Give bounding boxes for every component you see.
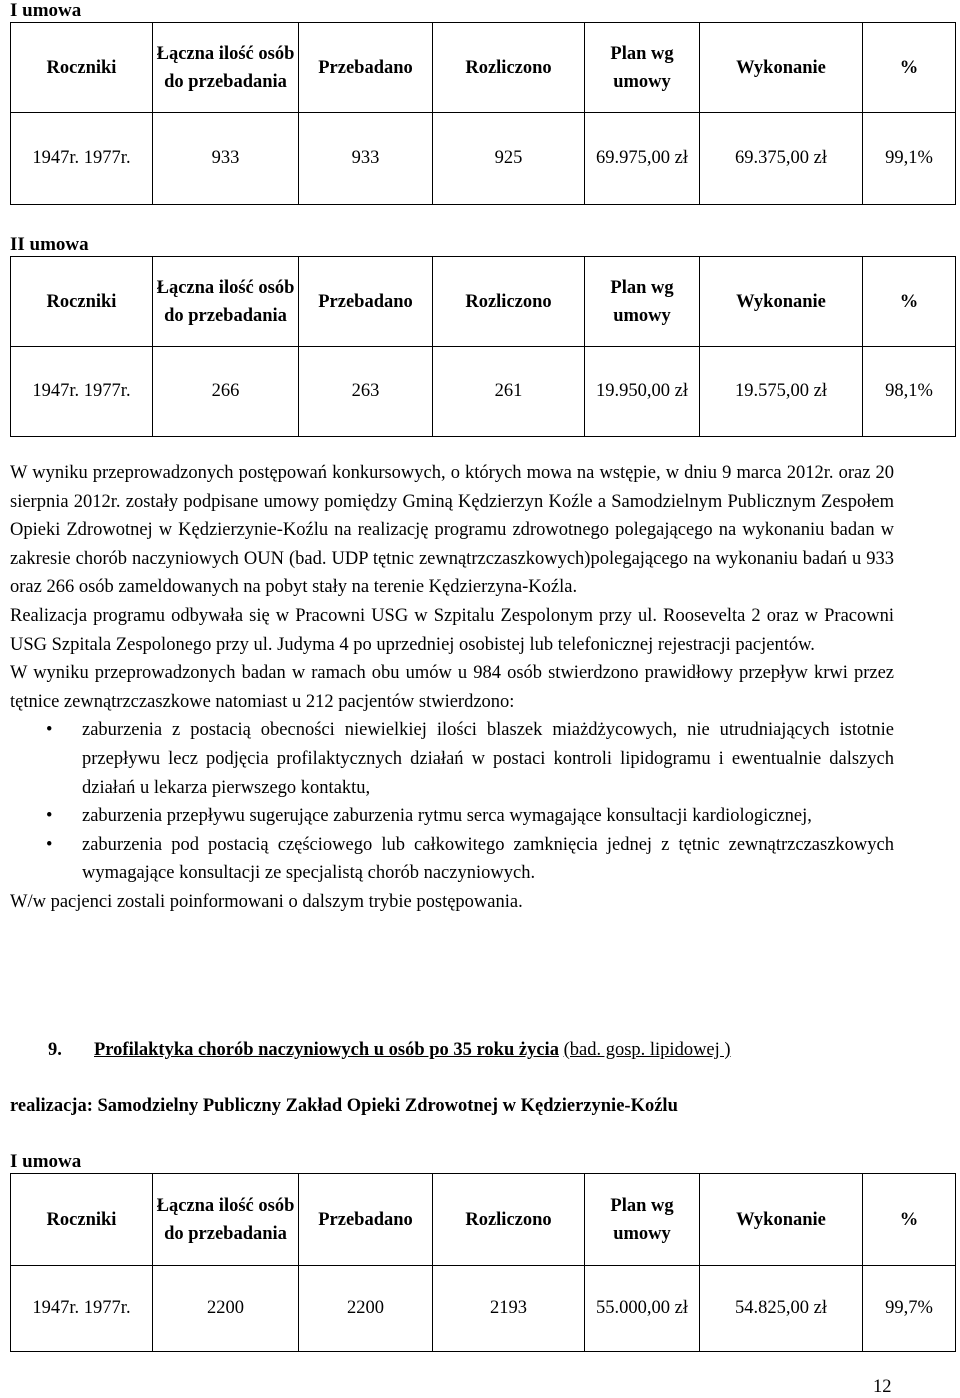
table-header-row: [11, 1174, 956, 1266]
table-row: [11, 347, 956, 437]
table-row: [11, 1266, 956, 1352]
header-cell: Plan wg umowy: [585, 257, 700, 347]
table-header-row: [11, 23, 956, 113]
table-cell: 2193: [433, 1266, 585, 1352]
header-cell: Przebadano: [299, 23, 433, 113]
table-cell: 54.825,00 zł: [700, 1266, 863, 1352]
table-cell: 2200: [153, 1266, 299, 1352]
header-cell: Plan wg umowy: [585, 1174, 700, 1266]
table-cell: 69.975,00 zł: [585, 113, 700, 205]
header-cell: %: [863, 1174, 956, 1266]
header-cell: Rozliczono: [433, 1174, 585, 1266]
table-cell: 261: [433, 347, 585, 437]
table-cell: 19.950,00 zł: [585, 347, 700, 437]
contract-title-2: II umowa: [10, 234, 89, 255]
table-row: [11, 113, 956, 205]
bullet-icon: •: [46, 806, 53, 827]
header-cell: Roczniki: [11, 1174, 153, 1266]
table-cell: 98,1%: [863, 347, 956, 437]
header-cell: Wykonanie: [700, 23, 863, 113]
table-cell: 263: [299, 347, 433, 437]
list-item-text: zaburzenia pod postacią częściowego lub całkowitego zamknięcia jednej z tętnic zewnątrzczaszkowych wymagające konsultacji ze specjalistą chorób naczyniowych.: [82, 834, 894, 884]
header-cell: Przebadano: [299, 1174, 433, 1266]
paragraph: Realizacja programu odbywała się w Pracowni USG w Szpitalu Zespolonym przy ul. Roosevelta 2 oraz w Pracowni USG Szpitala Zespolonego przy ul. Judyma 4 po uprzedniej osobistej lub telefonicznej rejestracji pacjentów.: [10, 605, 894, 655]
section-title-suffix: (bad. gosp. lipidowej ): [563, 1040, 731, 1060]
table-cell: 925: [433, 113, 585, 205]
table-cell: 99,7%: [863, 1266, 956, 1352]
table-cell: 266: [153, 347, 299, 437]
table-cell: 99,1%: [863, 113, 956, 205]
paragraph: W wyniku przeprowadzonych badan w ramach obu umów u 984 osób stwierdzono prawidłowy przepływ krwi przez tętnice zewnątrzczaszkowe natomiast u 212 pacjentów stwierdzono:: [10, 663, 894, 712]
list-item: [10, 802, 894, 831]
header-cell: Łączna ilość osób do przebadania: [153, 23, 299, 113]
contract-table-3: [10, 1173, 956, 1352]
paragraph: W/w pacjenci zostali poinformowani o dalszym trybie postępowania.: [10, 891, 523, 912]
list-item: [10, 716, 894, 802]
contract-title-3: I umowa: [10, 1151, 82, 1172]
header-cell: Rozliczono: [433, 257, 585, 347]
header-cell: Przebadano: [299, 257, 433, 347]
table-cell: 2200: [299, 1266, 433, 1352]
header-cell: Łączna ilość osób do przebadania: [153, 257, 299, 347]
contract-table-1: [10, 22, 956, 205]
section-heading: [48, 1038, 731, 1062]
paragraph: W wyniku przeprowadzonych postępowań konkursowych, o których mowa na wstępie, w dniu 9 marca 2012r. oraz 20 sierpnia 2012r. zostały podpisane umowy pomiędzy Gminą Kędzierzyn Koźle a Samodzielnym Publicznym Zespołem Opieki Zdrowotnej w Kędzierzynie-Koźlu na realizację programu zdrowotnego polegającego na wykonaniu badan w zakresie chorób naczyniowych OUN (bad. UDP tętnic zewnątrzczaszkowych)polegającego na wykonaniu badań u 933 oraz 266 osób zameldowanych na pobyt stały na terenie Kędzierzyna-Koźla.: [10, 463, 894, 598]
page-number: 12: [873, 1377, 892, 1397]
header-cell: Plan wg umowy: [585, 23, 700, 113]
header-cell: Roczniki: [11, 257, 153, 347]
table-cell: 933: [299, 113, 433, 205]
table-header-row: [11, 257, 956, 347]
table-cell: 1947r. 1977r.: [11, 347, 153, 437]
header-cell: Wykonanie: [700, 257, 863, 347]
table-cell: 1947r. 1977r.: [11, 113, 153, 205]
header-cell: Roczniki: [11, 23, 153, 113]
list-item-text: zaburzenia przepływu sugerujące zaburzenia rytmu serca wymagające konsultacji kardiologicznej,: [82, 806, 812, 827]
header-cell: Rozliczono: [433, 23, 585, 113]
bullet-icon: •: [46, 720, 53, 741]
section-title: Profilaktyka chorób naczyniowych u osób po 35 roku życia: [94, 1040, 559, 1060]
table-cell: 1947r. 1977r.: [11, 1266, 153, 1352]
body-text: [10, 459, 894, 917]
table-cell: 55.000,00 zł: [585, 1266, 700, 1352]
section-number: 9.: [48, 1040, 62, 1060]
bullet-icon: •: [46, 834, 53, 855]
table-cell: 19.575,00 zł: [700, 347, 863, 437]
list-item: [10, 831, 894, 888]
list-item-text: zaburzenia z postacią obecności niewielkiej ilości blaszek miażdżycowych, nie utrudniających istotnie przepływu lecz podjęcia profilaktycznych działań w postaci kontroli lipidogramu i ewentualnie dalszych działań u lekarza pierwszego kontaktu,: [82, 720, 894, 798]
header-cell: %: [863, 23, 956, 113]
header-cell: Łączna ilość osób do przebadania: [153, 1174, 299, 1266]
header-cell: Wykonanie: [700, 1174, 863, 1266]
table-cell: 69.375,00 zł: [700, 113, 863, 205]
realization-line: realizacja: Samodzielny Publiczny Zakład Opieki Zdrowotnej w Kędzierzynie-Koźlu: [10, 1096, 678, 1116]
contract-title-1: I umowa: [10, 0, 82, 21]
contract-table-2: [10, 256, 956, 437]
table-cell: 933: [153, 113, 299, 205]
findings-list: [10, 716, 894, 888]
header-cell: %: [863, 257, 956, 347]
